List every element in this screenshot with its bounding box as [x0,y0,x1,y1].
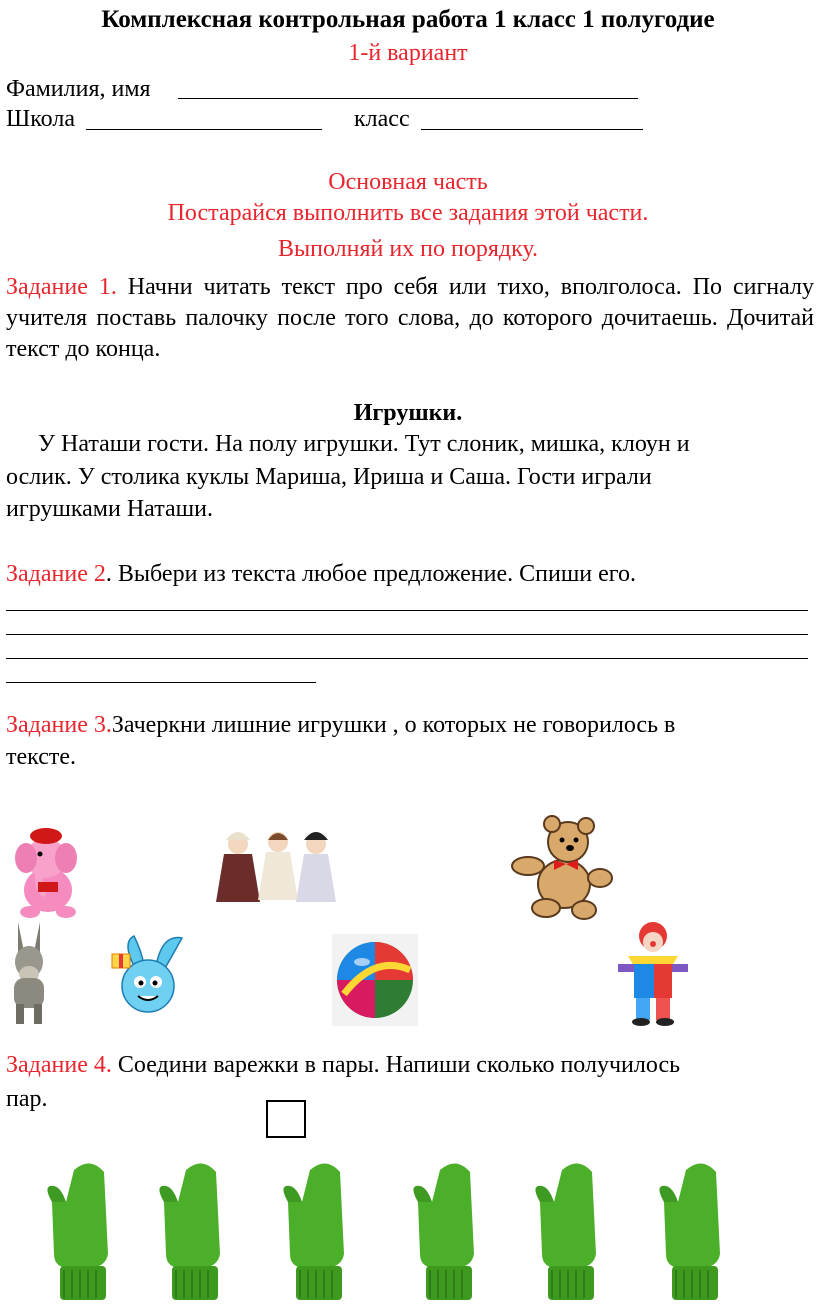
answer-line-4[interactable] [6,682,316,683]
task-3-label: Задание 3. [6,712,112,738]
task-1-text: Начни читать текст про себя или тихо, вполголоса. По сигналу учителя поставь палочку после того слова, до которого дочитаешь. Дочитай текст до конца. [6,274,814,362]
instruction-line-1: Постарайся выполнить все задания этой части. [167,200,649,226]
rabbit-toy[interactable] [106,932,194,1016]
story-line-3: игрушками Наташи. [6,496,213,522]
school-field-line[interactable] [86,129,322,130]
mitten-2[interactable] [156,1158,232,1302]
ball-toy[interactable] [332,934,418,1026]
story-line-1: У Наташи гости. На полу игрушки. Тут слоник, мишка, клоун и [38,431,690,457]
mitten-5[interactable] [532,1158,608,1302]
dolls-toy[interactable] [216,822,340,912]
donkey-toy[interactable] [4,918,56,1026]
task-2 [6,561,636,588]
story-line-2: ослик. У столика куклы Мариша, Ириша и Саша. Гости играли [6,464,652,490]
teddy-bear-toy[interactable] [510,812,614,920]
answer-line-2[interactable] [6,634,808,635]
mitten-3[interactable] [280,1158,356,1302]
task-1-label: Задание 1. [6,274,117,300]
story-title: Игрушки. [353,400,463,426]
elephant-toy[interactable] [10,820,86,920]
answer-line-3[interactable] [6,658,808,659]
page-title: Комплексная контрольная работа 1 класс 1 полугодие [101,6,715,33]
name-field-line[interactable] [178,98,638,99]
task-4-text-line-1: Соедини варежки в пары. Напиши сколько получилось [111,1052,681,1078]
task-3-text-line-1: Зачеркни лишние игрушки , о которых не говорилось в [111,712,676,738]
mitten-4[interactable] [410,1158,486,1302]
task-3 [6,712,675,739]
task-4 [6,1052,680,1079]
instruction-line-2: Выполняй их по порядку. [277,236,539,262]
main-part-heading: Основная часть [328,169,488,195]
task-1 [6,272,814,365]
answer-box[interactable] [266,1100,306,1138]
clown-toy[interactable] [610,920,696,1026]
task-3-text-line-2: тексте. [6,744,76,770]
task-2-label: Задание 2 [6,561,106,587]
variant-label: 1-й вариант [348,40,468,66]
class-field-line[interactable] [421,129,643,130]
school-field-label: Школа [6,106,75,132]
answer-line-1[interactable] [6,610,808,611]
task-4-text-line-2: пар. [6,1086,48,1112]
class-field-label: класс [354,106,410,132]
mitten-6[interactable] [656,1158,732,1302]
task-2-text: . Выбери из текста любое предложение. Спиши его. [105,561,637,587]
task-4-label: Задание 4. [6,1052,112,1078]
name-field-label: Фамилия, имя [6,76,151,102]
mitten-1[interactable] [44,1158,120,1302]
